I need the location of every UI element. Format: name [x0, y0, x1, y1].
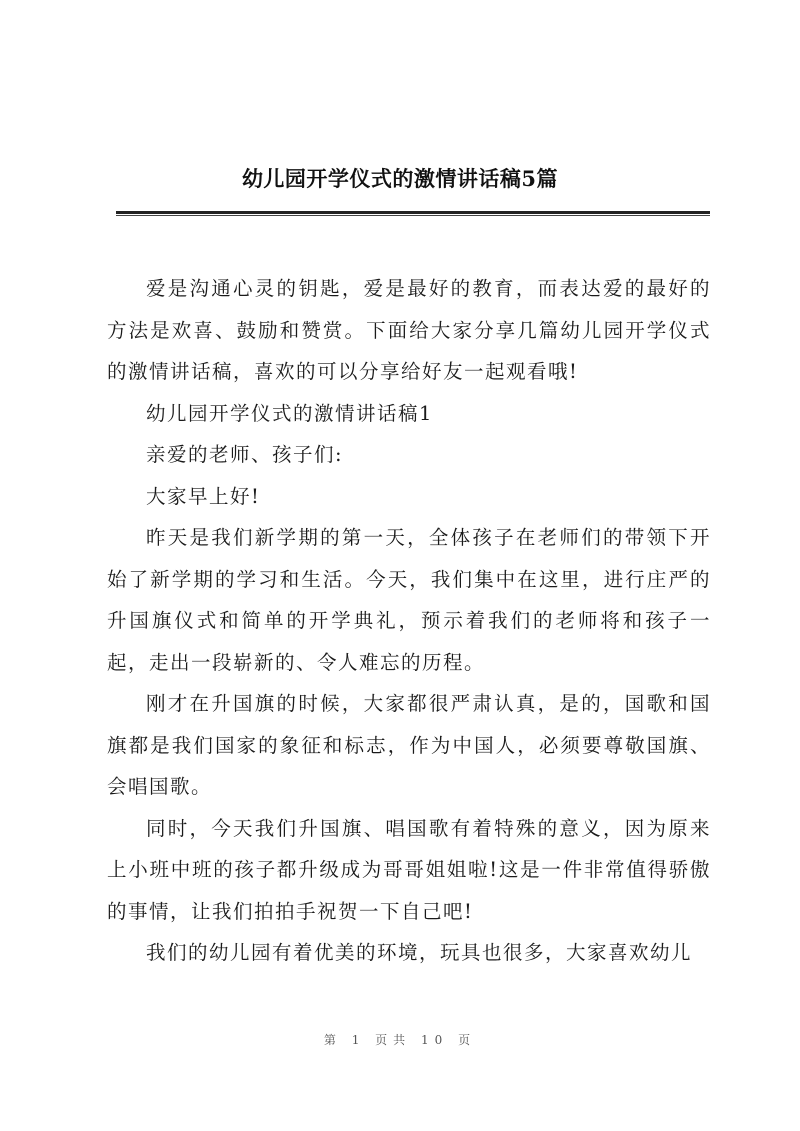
paragraph: 昨天是我们新学期的第一天，全体孩子在老师们的带领下开始了新学期的学习和生活。今天，我们集中在这里，进行庄严的升国旗仪式和简单的开学典礼，预示着我们的老师将和孩子一起，走出一段崭新的、令人难忘的历程。: [107, 526, 711, 674]
paragraph-intro: 爱是沟通心灵的钥匙，爱是最好的教育，而表达爱的最好的方法是欢喜、鼓励和赞赏。下面给大家分享几篇幼儿园开学仪式的激情讲话稿，喜欢的可以分享给好友一起观看哦!: [107, 277, 711, 383]
page-number-footer: 第 1 页共 10 页: [323, 1033, 477, 1047]
paragraph-greeting: 大家早上好!: [146, 484, 261, 508]
paragraph-salutation: 亲爱的老师、孩子们:: [146, 443, 344, 466]
paragraph: 我们的幼儿园有着优美的环境，玩具也很多，大家喜欢幼儿: [146, 941, 693, 964]
title-divider-thin: [116, 215, 710, 216]
paragraph: 刚才在升国旗的时候，大家都很严肃认真，是的，国歌和国旗都是我们国家的象征和标志，作为中国人，必须要尊敬国旗、会唱国歌。: [107, 692, 711, 798]
document-title: 幼儿园开学仪式的激情讲话稿5篇: [241, 166, 559, 191]
paragraph-heading-1: 幼儿园开学仪式的激情讲话稿1: [146, 401, 433, 425]
title-divider-thick: [116, 211, 710, 214]
document-body: [107, 268, 711, 974]
paragraph: 同时，今天我们升国旗、唱国歌有着特殊的意义，因为原来上小班中班的孩子都升级成为哥哥姐姐啦!这是一件非常值得骄傲的事情，让我们拍拍手祝贺一下自己吧!: [107, 816, 711, 923]
